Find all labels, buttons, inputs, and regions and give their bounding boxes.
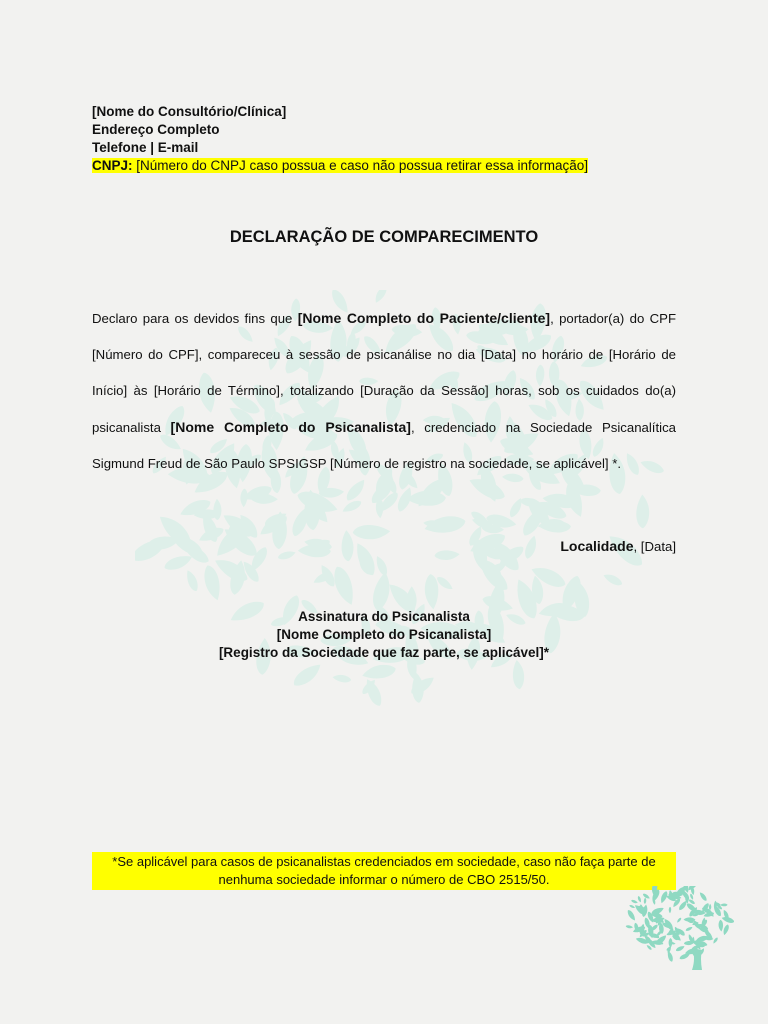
body-text-2: , portador(a) do CPF [Número do CPF], compareceu à sessão de psicanálise no dia [Data] no horário de [Horário de Início] às [Horário de Término], totalizando [Duração da Sessão] horas, sob os cuidados do(a) psicanalista xyxy=(92,311,677,435)
body-text-3: , credenciado na Sociedade Psicanalítica Sigmund Freud de São Paulo SPSIGSP [Número de registro na sociedade, se aplicável] *. xyxy=(92,420,676,471)
signature-label: Assinatura do Psicanalista xyxy=(298,609,470,624)
locality-field: Localidade xyxy=(560,538,634,554)
clinic-contact: Telefone | E-mail xyxy=(92,140,199,155)
footnote-note: *Se aplicável para casos de psicanalistas credenciados em sociedade, caso não faça parte de nenhuma sociedade informar o número de CBO 2515/50. xyxy=(92,852,676,890)
signature-block xyxy=(0,608,768,662)
date-field: , [Data] xyxy=(633,539,676,554)
signature-registry: [Registro da Sociedade que faz parte, se aplicável]* xyxy=(218,645,550,660)
analyst-name-field: [Nome Completo do Psicanalista] xyxy=(170,419,411,435)
clinic-address: Endereço Completo xyxy=(92,122,220,137)
clinic-cnpj xyxy=(92,157,588,175)
patient-name-field: [Nome Completo do Paciente/cliente] xyxy=(297,310,551,326)
clinic-name: [Nome do Consultório/Clínica] xyxy=(92,104,287,119)
cnpj-value: [Número do CNPJ caso possua e caso não possua retirar essa informação] xyxy=(132,158,588,173)
declaration-body xyxy=(92,300,676,482)
brain-leaves-logo-icon xyxy=(622,886,734,972)
signature-analyst-name: [Nome Completo do Psicanalista] xyxy=(276,627,492,642)
body-text-1: Declaro para os devidos fins que xyxy=(92,311,298,326)
document-title: DECLARAÇÃO DE COMPARECIMENTO xyxy=(229,228,539,246)
cnpj-label: CNPJ: xyxy=(92,158,133,173)
clinic-header xyxy=(92,103,588,175)
place-date xyxy=(560,538,676,554)
